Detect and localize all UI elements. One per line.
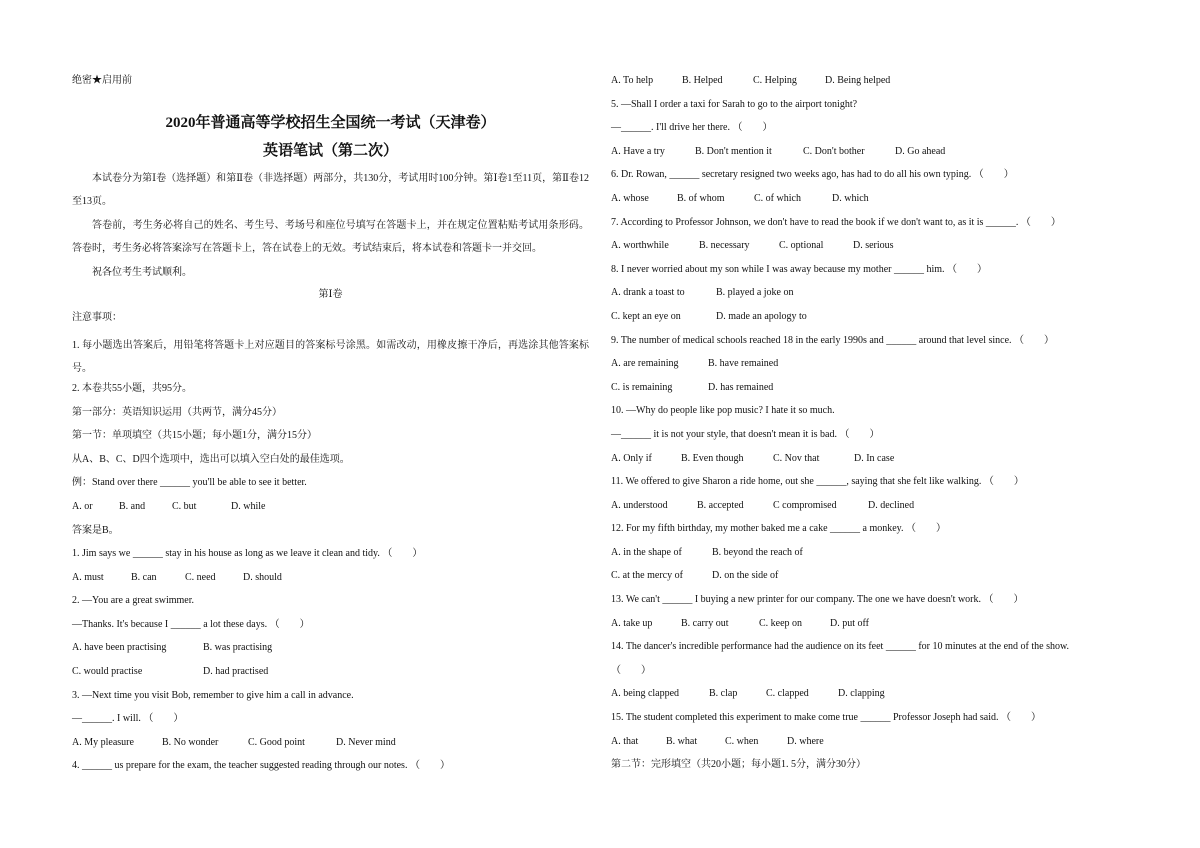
question-15: 15. The student completed this experiment to make come true ______ Professor Joseph had said. （ ）: [611, 712, 1042, 724]
volume-heading: 第Ⅰ卷: [318, 288, 343, 300]
question-11: 11. We offered to give Sharon a ride home, out she ______, saying that she felt like walking. （ ）: [611, 476, 1024, 488]
option: A. that: [611, 735, 639, 747]
example-options: [72, 499, 589, 523]
option: C. keep on: [759, 617, 803, 629]
option: C. Don't bother: [803, 145, 865, 157]
option: D. where: [787, 735, 824, 747]
option: A. being clapped: [611, 688, 680, 700]
option: A. worthwhile: [611, 240, 669, 252]
question-6: 6. Dr. Rowan, ______ secretary resigned two weeks ago, has had to do all his own typing. （ ）: [611, 169, 1014, 181]
question-3-prompt: 3. —Next time you visit Bob, remember to give him a call in advance.: [72, 689, 354, 701]
question-13: 13. We can't ______ I buying a new printer for our company. The one we have doesn't work. （ ）: [611, 594, 1024, 606]
option: D. should: [243, 571, 282, 583]
option: B. can: [131, 571, 157, 583]
option: C. need: [185, 571, 216, 583]
option: B. accepted: [697, 499, 744, 511]
option: B. Helped: [682, 75, 723, 86]
question-3-options: [72, 735, 589, 759]
option: C. is remaining: [611, 381, 673, 393]
intro-paragraph-1: 本试卷分为第Ⅰ卷（选择题）和第Ⅱ卷（非选择题）两部分，共130分，考试用时100分钟。第Ⅰ卷1至11页，第Ⅱ卷12至13页。: [72, 172, 589, 208]
question-6-options: [611, 191, 1129, 215]
option: D. put off: [830, 617, 869, 629]
note-1: 1. 每小题选出答案后，用铅笔将答题卡上对应题目的答案标号涂黑。如需改动，用橡皮擦干净后，再选涂其他答案标号。: [72, 339, 589, 375]
question-1: 1. Jim says we ______ stay in his house as long as we leave it clean and tidy. （ ）: [72, 548, 423, 560]
option: B. played a joke on: [716, 287, 794, 299]
question-9-options-row-2: [611, 380, 1129, 404]
option: D. In case: [854, 452, 895, 464]
option: D. on the side of: [712, 570, 779, 582]
option: A. Only if: [611, 452, 652, 464]
question-10-response: —______ it is not your style, that doesn't mean it is bad. （ ）: [611, 428, 880, 440]
option: D. had practised: [203, 666, 269, 678]
question-14-paren: （ ）: [611, 664, 651, 676]
question-15-options: [611, 734, 1129, 758]
question-13-options: [611, 616, 1129, 640]
option: C. clapped: [766, 688, 809, 700]
question-2-options-row-2: [72, 664, 589, 688]
option: C. optional: [779, 240, 824, 252]
option: D. Never mind: [336, 736, 396, 748]
question-12-options-row-1: [611, 545, 1129, 569]
example-answer: 答案是B。: [72, 524, 119, 536]
option: D. which: [832, 192, 869, 204]
option: B. necessary: [699, 240, 750, 252]
option: B. Even though: [681, 452, 744, 464]
question-14: 14. The dancer's incredible performance had the audience on its feet ______ for 10 minutes at the end of the show.: [611, 641, 1070, 653]
option: D. Being helped: [825, 75, 891, 86]
option: A. must: [72, 571, 104, 583]
option: A. take up: [611, 617, 653, 629]
option: D. declined: [868, 499, 915, 511]
option: D. Go ahead: [895, 145, 946, 157]
option: B. Don't mention it: [695, 145, 772, 157]
part1-section1-heading: 第一节：单项填空（共15小题；每小题1分，满分15分）: [72, 430, 317, 442]
option: D. serious: [853, 240, 894, 252]
question-2-prompt: 2. —You are a great swimmer.: [72, 595, 195, 607]
question-7: 7. According to Professor Johnson, we don't have to read the book if we don't want to, as it is ______. （ ）: [611, 216, 1061, 228]
option: C. Helping: [753, 75, 797, 86]
part1-heading: 第一部分：英语知识运用（共两节，满分45分）: [72, 406, 282, 418]
question-12: 12. For my fifth birthday, my mother baked me a cake ______ a monkey. （ ）: [611, 523, 947, 535]
option: C. kept an eye on: [611, 310, 681, 322]
example-question: 例：Stand over there ______ you'll be able to see it better.: [72, 477, 307, 489]
option: A. drank a toast to: [611, 287, 685, 299]
option: A. in the shape of: [611, 546, 682, 558]
option: C. would practise: [72, 666, 143, 678]
option: C. Good point: [248, 736, 305, 748]
question-8-options-row-2: [611, 309, 1129, 333]
option: A. have been practising: [72, 642, 167, 654]
part1-section2-heading: 第二节：完形填空（共20小题；每小题1. 5分，满分30分）: [611, 759, 866, 771]
notes-title: 注意事项：: [72, 312, 122, 324]
option: C. when: [725, 735, 759, 747]
question-5-response: —______. I'll drive her there. （ ）: [611, 122, 773, 134]
option: B. was practising: [203, 642, 273, 654]
question-1-options: [72, 570, 589, 594]
intro-paragraph-3: 祝各位考生考试顺利。: [92, 266, 192, 278]
right-column: [611, 73, 1129, 781]
question-8-options-row-1: [611, 285, 1129, 309]
option: A. To help: [611, 75, 654, 86]
question-4: 4. ______ us prepare for the exam, the teacher suggested reading through our notes. （ ）: [72, 760, 450, 772]
question-5-prompt: 5. —Shall I order a taxi for Sarah to go to the airport tonight?: [611, 98, 858, 110]
option: A. understood: [611, 499, 668, 511]
option: A. are remaining: [611, 358, 679, 370]
exam-subtitle: 英语笔试（第二次）: [262, 142, 398, 159]
option: C. but: [172, 500, 197, 512]
option: B. have remained: [708, 358, 779, 370]
option: D. made an apology to: [716, 310, 807, 322]
question-5-options: [611, 144, 1129, 168]
option: C. at the mercy of: [611, 570, 683, 582]
option: B. clap: [709, 688, 738, 700]
left-column: [72, 73, 589, 782]
option: C. Nov that: [773, 452, 820, 464]
option: B. of whom: [677, 192, 725, 204]
question-14-options: [611, 686, 1129, 710]
exam-title: 2020年普通高等学校招生全国统一考试（天津卷）: [165, 114, 496, 131]
option: C. of which: [754, 192, 801, 204]
option: B. carry out: [681, 617, 729, 629]
question-8: 8. I never worried about my son while I was away because my mother ______ him. （ ）: [611, 263, 988, 275]
question-10-options: [611, 451, 1129, 475]
option: B. No wonder: [162, 736, 219, 748]
option: B. what: [666, 735, 698, 747]
option: A. whose: [611, 192, 649, 204]
secret-label: 绝密★启用前: [72, 75, 132, 86]
option: A. My pleasure: [72, 736, 134, 748]
question-11-options: [611, 498, 1129, 522]
option: B. and: [119, 500, 146, 512]
option: D. while: [231, 500, 266, 512]
question-4-options: [611, 73, 1129, 97]
option: B. beyond the reach of: [712, 546, 803, 558]
intro-paragraph-2: 答卷前，考生务必将自己的姓名、考生号、考场号和座位号填写在答题卡上，并在规定位置粘贴考试用条形码。答卷时，考生务必将答案涂写在答题卡上，答在试卷上的无效。考试结束后，将本试卷和答题卡一并交回。: [72, 219, 589, 255]
question-12-options-row-2: [611, 568, 1129, 592]
question-9: 9. The number of medical schools reached 18 in the early 1990s and ______ around that level since. （ ）: [611, 334, 1055, 346]
question-2-response: —Thanks. It's because I ______ a lot these days. （ ）: [72, 618, 310, 630]
instruction: 从A、B、C、D四个选项中，选出可以填入空白处的最佳选项。: [72, 453, 350, 465]
question-2-options-row-1: [72, 640, 589, 664]
option: D. has remained: [708, 381, 774, 393]
option: D. clapping: [838, 688, 885, 700]
note-2: 2. 本卷共55小题，共95分。: [72, 382, 192, 394]
question-9-options-row-1: [611, 356, 1129, 380]
question-3-response: —______. I will. （ ）: [72, 713, 184, 725]
option: A. Have a try: [611, 145, 665, 157]
option: C compromised: [773, 499, 837, 511]
question-7-options: [611, 238, 1129, 262]
option: A. or: [72, 500, 93, 512]
question-10-prompt: 10. —Why do people like pop music? I hate it so much.: [611, 405, 835, 417]
